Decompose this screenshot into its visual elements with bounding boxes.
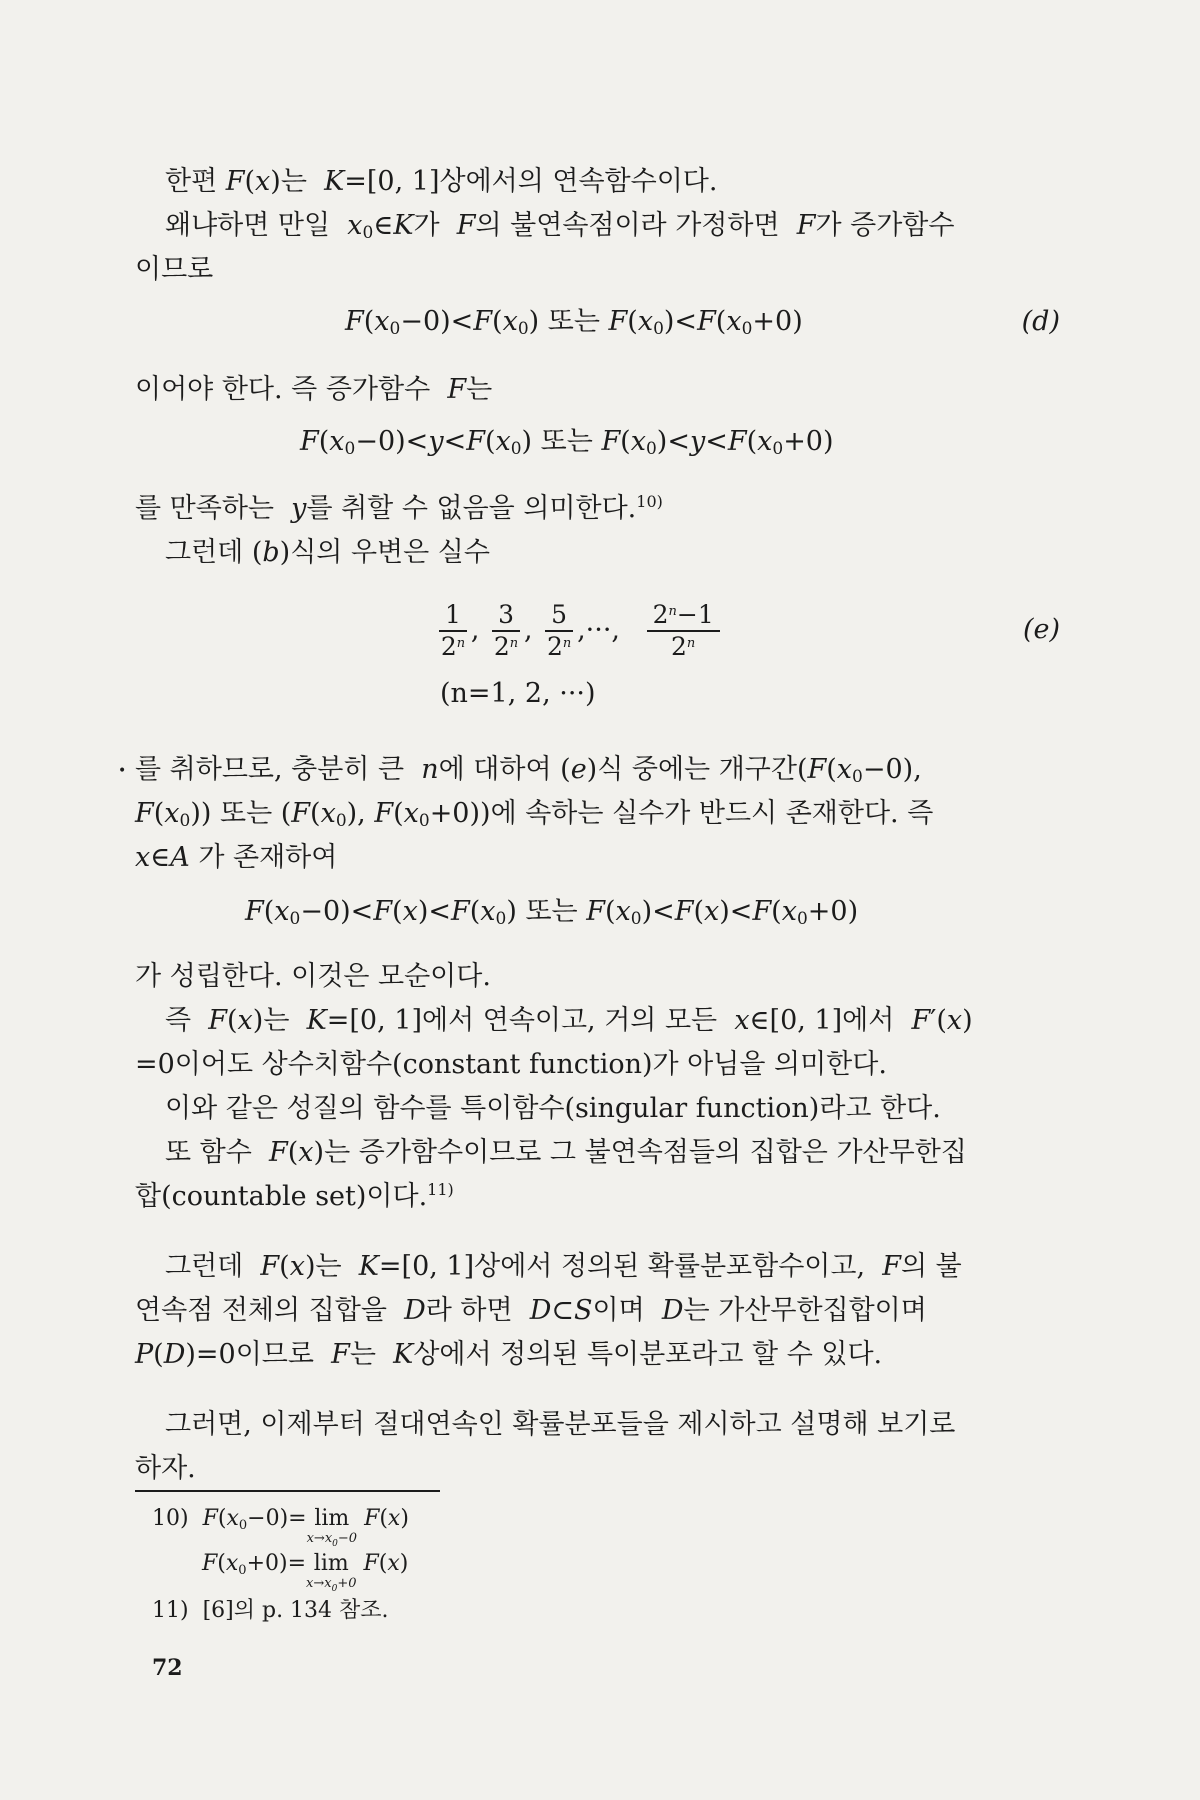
text: 는 (280, 166, 307, 197)
paragraph-4: 를 만족하는 y를 취할 수 없음을 의미한다.$^{10)}$ (135, 492, 663, 524)
text: 가 (413, 210, 440, 241)
text: 상에서 정의된 확률분포함수이고, (474, 1251, 866, 1282)
paragraph-12-line-1 (165, 1403, 1095, 1447)
text: 의 불 (900, 1251, 962, 1282)
text: [6]의 p. 134 참조. (202, 1598, 389, 1623)
text: 는 (466, 374, 493, 405)
text: 에서 연속이고, 거의 모든 (421, 1005, 718, 1036)
footnote-label: 10) (152, 1506, 189, 1531)
limit: lim $x\to x_0-0$ (306, 1506, 358, 1549)
text: 상에서 정의된 특이분포라고 할 수 있다. (413, 1339, 883, 1370)
paragraph-8-line-2 (135, 1043, 1065, 1087)
text: 는 (315, 1251, 342, 1282)
footnote-divider (135, 1490, 440, 1492)
fraction: $\frac{3}{2^n}$ (493, 600, 519, 661)
text: 왜냐하면 만일 (165, 210, 331, 241)
text: 그런데 (165, 537, 244, 568)
paragraph-2-line-1: 왜냐하면 만일 $x_0\in K$가 F의 불연속점이라 가정하면 F가 증가함수 (165, 210, 955, 243)
equation-e: $\frac{1}{2^n}$ , $\frac{3}{2^n}$ , $\frac{5}{2^n}$ ,···, $\frac{2^n-1}{2^n}$ (435, 600, 724, 662)
paragraph-2-line-2 (135, 248, 1065, 292)
text: 라 하면 (425, 1295, 513, 1326)
text: 이어야 한다. 즉 증가함수 (135, 374, 431, 405)
footnote-10-line-1: 10) $F(x_0-0)= \lim$ $x\to x_0-0$ F(x) (152, 1506, 409, 1549)
equation-y: $F(x_0-0)<y<F(x_0)$ 또는 $F(x_0)<y<F(x_0+0)$ (300, 426, 834, 459)
page-number: 72 (152, 1655, 183, 1681)
text: 를 만족하는 (135, 493, 274, 524)
paragraph-6-line-2: $F(x_0)$) 또는 ($F(x_0)$, $F(x_0+0)$)에 속하는 실수가 반드시 존재한다. 즉 (135, 798, 934, 831)
text: 또는 (220, 798, 273, 829)
text: 를 취할 수 없음을 의미한다. (306, 493, 637, 524)
limit: lim $x\to x_0+0$ (306, 1551, 357, 1594)
paragraph-10-line-1: 또 함수 F(x)는 증가함수이므로 그 불연속점들의 집합은 가산무한집 (165, 1137, 967, 1168)
paragraph-12-line-2 (135, 1447, 1065, 1491)
paragraph-11-line-2: 연속점 전체의 집합을 D라 하면 D⊂S이며 D는 가산무한집합이며 (135, 1295, 927, 1326)
paragraph-5: 그런데 (b)식의 우변은 실수 (165, 537, 490, 568)
text: 이므로 (135, 254, 214, 285)
paragraph-3: 이어야 한다. 즉 증가함수 F는 (135, 374, 493, 405)
footnote-11 (152, 1597, 389, 1625)
text: 하자. (135, 1453, 196, 1484)
footnote-10-line-2: $F(x_0+0)= \lim$ $x\to x_0+0$ F(x) (202, 1551, 409, 1594)
text: 또는 (540, 426, 593, 457)
text: 는 (349, 1339, 376, 1370)
footnote-label: 11) (152, 1598, 189, 1623)
paragraph-9 (165, 1087, 1095, 1131)
fraction: $\frac{2^n-1}{2^n}$ (647, 600, 720, 662)
text: 또는 (547, 306, 600, 337)
text: 그러면, 이제부터 절대연속인 확률분포들을 제시하고 설명해 보기로 (165, 1409, 956, 1440)
fraction: $\frac{5}{2^n}$ (546, 600, 572, 661)
text: 합(countable set)이다. (135, 1181, 428, 1212)
text: 이와 같은 성질의 함수를 특이함수(singular function)라고 한다. (165, 1093, 941, 1124)
text: 는 (263, 1005, 290, 1036)
margin-dot: • (118, 763, 127, 779)
text: 또 함수 (165, 1137, 252, 1168)
footnote-ref-10[interactable]: 10) (636, 492, 663, 511)
paragraph-1: 한편 F(x)는 K=[0, 1]상에서의 연속함수이다. (165, 166, 718, 197)
equation-e-range: (n=1, 2, ···) (440, 678, 596, 709)
text: 가 증가함수 (815, 210, 955, 241)
paragraph-6-line-3: x∈A 가 존재하여 (135, 842, 338, 873)
paragraph-10-line-2 (135, 1175, 1065, 1219)
paragraph-8-line-1: 즉 F(x)는 K=[0, 1]에서 연속이고, 거의 모든 x∈[0, 1]에서 F′(x) (165, 1005, 973, 1036)
text: 가 성립한다. 이것은 모순이다. (135, 961, 491, 992)
text: 의 불연속점이라 가정하면 (475, 210, 780, 241)
text: 한편 (165, 166, 218, 197)
text: 상에서의 연속함수이다. (439, 166, 718, 197)
footnote-ref-11[interactable]: 11) (427, 1180, 454, 1199)
text: =0이어도 상수치함수(constant function)가 아님을 의미한다. (135, 1049, 887, 1080)
text: 즉 (165, 1005, 192, 1036)
text: 에서 (842, 1005, 895, 1036)
paragraph-6-line-1: 를 취하므로, 충분히 큰 n에 대하여 (e)식 중에는 개구간($F(x_0-0)$, (135, 754, 922, 787)
text: 연속점 전체의 집합을 (135, 1295, 387, 1326)
text: 는 가산무한집합이며 (683, 1295, 927, 1326)
text: 를 취하므로, 충분히 큰 (135, 754, 405, 785)
equation-fx: $F(x_0-0)<F(x)<F(x_0)$ 또는 $F(x_0)<F(x)<F(x_0+0)$ (245, 896, 859, 929)
equation-tag-d: (d) (1021, 306, 1060, 337)
text: 또는 (525, 896, 578, 927)
paragraph-11-line-3: P(D)=0이므로 F는 K상에서 정의된 특이분포라고 할 수 있다. (135, 1339, 883, 1370)
text: 이므로 (235, 1339, 314, 1370)
text: 그런데 (165, 1251, 244, 1282)
equation-tag-e: (e) (1022, 614, 1060, 645)
text: 이며 (592, 1295, 645, 1326)
text: 에 속하는 실수가 반드시 존재한다. 즉 (490, 798, 934, 829)
text: 식 중에는 개구간 (597, 754, 797, 785)
paragraph-11-line-1: 그런데 F(x)는 K=[0, 1]상에서 정의된 확률분포함수이고, F의 불 (165, 1251, 962, 1282)
text: 식의 우변은 실수 (290, 537, 490, 568)
fraction: $\frac{1}{2^n}$ (440, 600, 466, 661)
text: 가 존재하여 (198, 842, 338, 873)
text: 는 증가함수이므로 그 불연속점들의 집합은 가산무한집 (324, 1137, 967, 1168)
ellipsis: ···, (585, 614, 620, 646)
text: 에 대하여 (438, 754, 552, 785)
paragraph-7 (135, 955, 1065, 999)
equation-d: $F(x_0-0)<F(x_0)$ 또는 $F(x_0)<F(x_0+0)$ (345, 306, 803, 339)
